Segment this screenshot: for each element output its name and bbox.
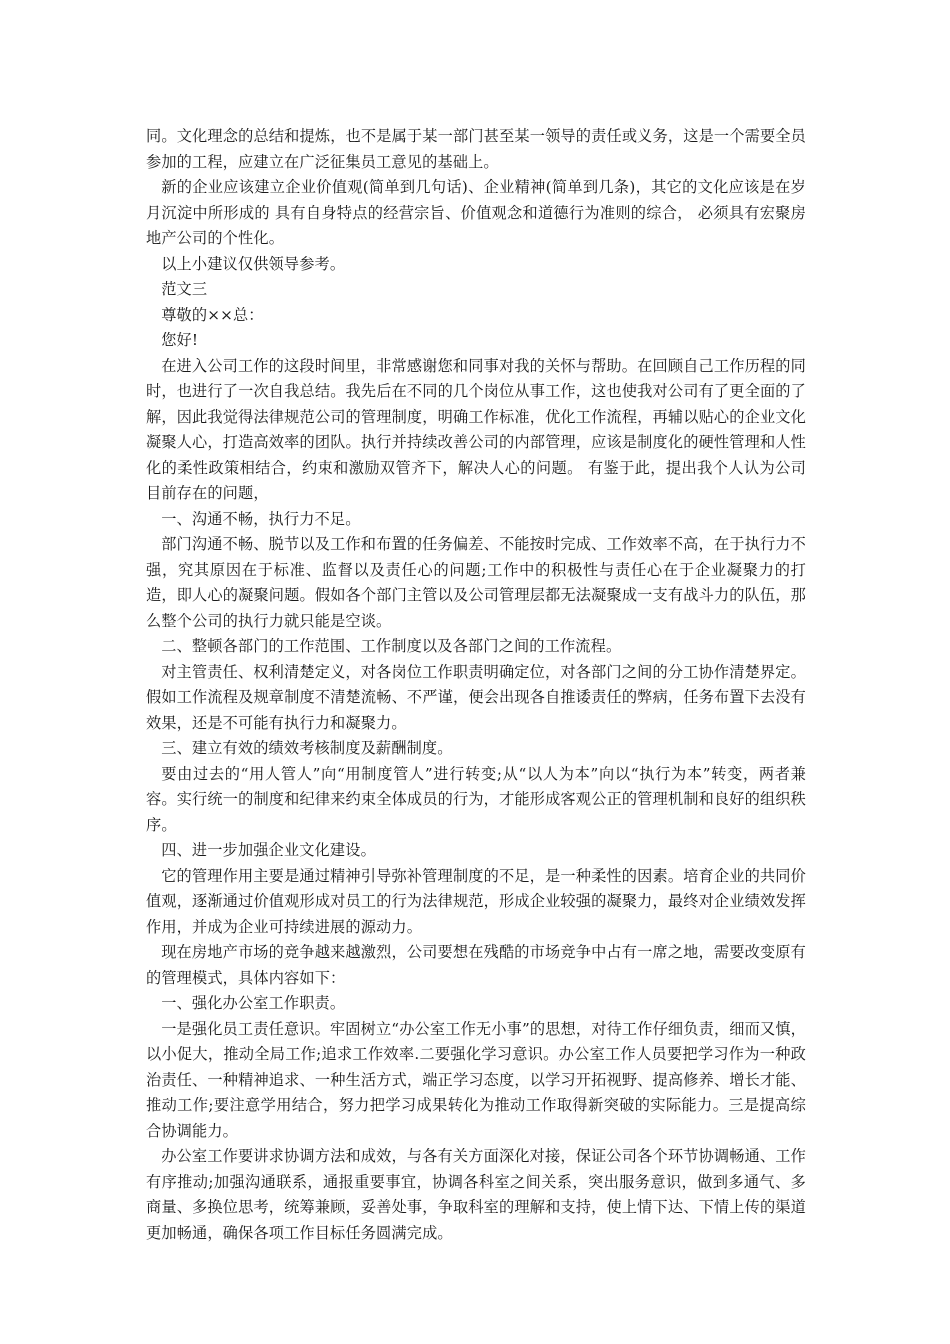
paragraph: 办公室工作要讲求协调方法和成效，与各有关方面深化对接，保证公司各个环节协调畅通、工作有序推动;加强沟通联系，通报重要事宜，协调各科室之间关系，突出服务意识，做到多通气、多商量、多换位思考，统筹兼顾，妥善处事，争取科室的理解和支持，使上情下达、下情上传的渠道更加畅通，确保各项工作目标任务圆满完成。 [146, 1147, 806, 1242]
paragraph: 以上小建议仅供领导参考。 [161, 254, 346, 273]
paragraph: 对主管责任、权利清楚定义，对各岗位工作职责明确定位，对各部门之间的分工协作清楚界定。假如工作流程及规章制度不清楚流畅、不严谨，便会出现各自推诿责任的弊病，任务布置下去没有效果，还是不可能有执行力和凝聚力。 [146, 662, 806, 732]
paragraph: 一是强化员工责任意识。牢固树立“办公室工作无小事”的思想，对待工作仔细负责，细而又慎，以小促大，推动全局工作;追求工作效率.二要强化学习意识。办公室工作人员要把学习作为一种政治责任、一种精神追求、一种生活方式，端正学习态度，以学习开拓视野、提高修养、增长才能、推动工作;要注意学用结合，努力把学习成果转化为推动工作取得新突破的实际能力。三是提高综合协调能力。 [146, 1019, 806, 1140]
greeting: 您好! [161, 331, 199, 349]
heading: 一、强化办公室工作职责。 [161, 994, 346, 1012]
paragraph: 它的管理作用主要是通过精神引导弥补管理制度的不足，是一种柔性的因素。培育企业的共同价值观，逐渐通过价值观形成对员工的行为法律规范，形成企业较强的凝聚力，最终对企业绩效发挥作用，并成为企业可持续进展的源动力。 [146, 866, 806, 936]
heading: 四、进一步加强企业文化建设。 [161, 841, 376, 859]
paragraph: 在进入公司工作的这段时间里，非常感谢您和同事对我的关怀与帮助。在回顾自己工作历程的同时，也进行了一次自我总结。我先后在不同的几个岗位从事工作，这也使我对公司有了更全面的了解，因此我觉得法律规范公司的管理制度，明确工作标准，优化工作流程，再辅以贴心的企业文化凝聚人心，打造高效率的团队。执行并持续改善公司的内部管理，应该是制度化的硬性管理和人性化的柔性政策相结合，约束和激励双管齐下，解决人心的问题。 有鉴于此，提出我个人认为公司目前存在的问题， [146, 356, 806, 502]
heading: 三、建立有效的绩效考核制度及薪酬制度。 [161, 739, 453, 757]
salutation: 尊敬的××总： [161, 305, 264, 324]
paragraph: 新的企业应该建立企业价值观(简单到几句话)、企业精神(简单到几条)，其它的文化应该是在岁月沉淀中所形成的 具有自身特点的经营宗旨、价值观念和道德行为准则的综合， 必须具有宏聚房地产公司的个性化。 [146, 178, 806, 247]
paragraph: 要由过去的“用人管人”向“用制度管人”进行转变;从“以人为本”向以“执行为本”转变，两者兼容。实行统一的制度和纪律来约束全体成员的行为，才能形成客观公正的管理机制和良好的组织秩序。 [146, 764, 806, 834]
paragraph: 同。文化理念的总结和提炼，也不是属于某一部门甚至某一领导的责任或义务，这是一个需要全员参加的工程，应建立在广泛征集员工意见的基础上。 [146, 127, 806, 171]
section-title: 范文三 [161, 280, 208, 298]
paragraph: 部门沟通不畅、脱节以及工作和布置的任务偏差、不能按时完成、工作效率不高，在于执行力不强，究其原因在于标准、监督以及责任心的问题;工作中的积极性与责任心在于企业凝聚力的打造，即人心的凝聚问题。假如各个部门主管以及公司管理层都无法凝聚成一支有战斗力的队伍，那么整个公司的执行力就只能是空谈。 [146, 535, 806, 630]
heading: 一、沟通不畅，执行力不足。 [161, 509, 361, 528]
paragraph: 现在房地产市场的竞争越来越激烈，公司要想在残酷的市场竞争中占有一席之地，需要改变原有的管理模式，具体内容如下： [146, 943, 806, 987]
heading: 二、整顿各部门的工作范围、工作制度以及各部门之间的工作流程。 [161, 637, 622, 655]
document-body [146, 124, 806, 1246]
